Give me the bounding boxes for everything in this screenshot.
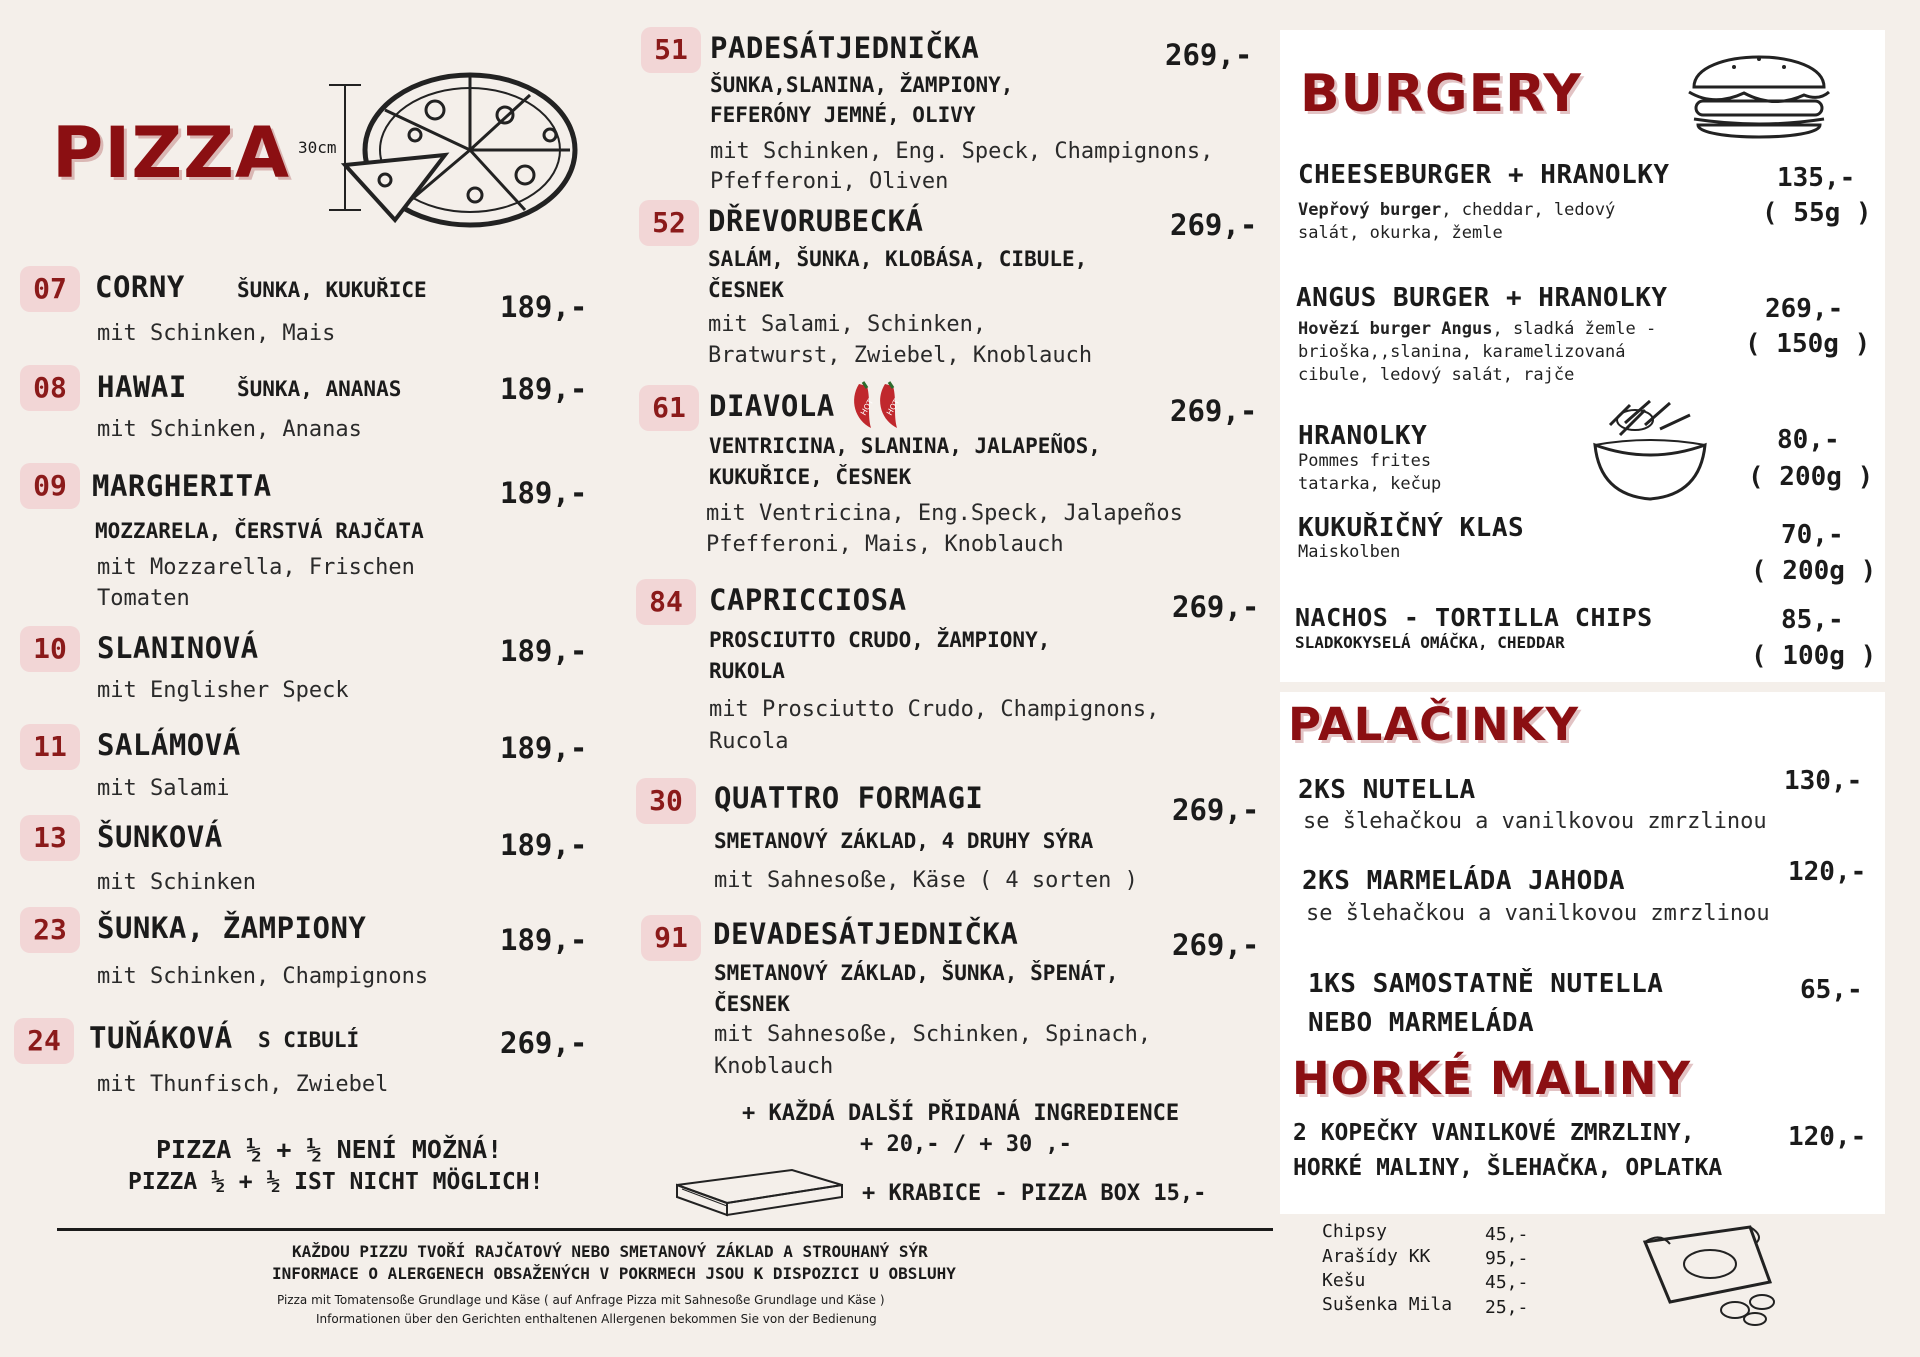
extra-ingredient-note: + KAŽDÁ DALŠÍ PŘIDANÁ INGREDIENCE [742, 1101, 1180, 1126]
pizza-title: PIZZA [52, 112, 291, 194]
fries-bowl-icon [1590, 395, 1710, 505]
maliny-desc-2: HORKÉ MALINY, ŠLEHAČKA, OPLATKA [1293, 1155, 1723, 1181]
pizza-item-german: mit Englisher Speck [97, 678, 349, 703]
pizza-item-ingredients: RUKOLA [709, 659, 785, 683]
pizza-number-badge: 30 [636, 778, 696, 824]
pizza-item-german: Bratwurst, Zwiebel, Knoblauch [708, 343, 1093, 368]
pizza-item-name: CAPRICCIOSA [709, 583, 907, 617]
pizza-number-badge: 24 [14, 1018, 74, 1064]
pizza-item-ingredients: SALÁM, ŠUNKA, KLOBÁSA, CIBULE, [708, 247, 1088, 271]
pizza-number-badge: 10 [20, 626, 80, 672]
maliny-title: HORKÉ MALINY [1292, 1052, 1692, 1105]
pizza-item-price: 269,- [1170, 208, 1258, 242]
chips-bag-icon [1640, 1222, 1790, 1327]
pizza-item-german: Knoblauch [714, 1054, 834, 1079]
pizza-item-german: Pfefferoni, Mais, Knoblauch [706, 532, 1064, 557]
pizza-number-badge: 11 [20, 724, 80, 770]
pizza-item-german: Rucola [709, 729, 789, 754]
pizza-item-ingredients: ŠUNKA,SLANINA, ŽAMPIONY, [710, 73, 1014, 97]
maliny-price: 120,- [1788, 1122, 1867, 1152]
chili-peppers-icon [845, 380, 915, 432]
snack-name: Sušenka Mila [1322, 1294, 1453, 1315]
pizza-number-badge: 23 [20, 907, 80, 953]
snack-price: 95,- [1485, 1248, 1529, 1269]
pizza-item-price: 269,- [1172, 793, 1260, 827]
burger-item-desc-line: cibule, ledový salát, rajče [1298, 365, 1575, 385]
pizza-item-ingredients: SMETANOVÝ ZÁKLAD, ŠUNKA, ŠPENÁT, [714, 961, 1119, 985]
burger-icon [1684, 37, 1834, 147]
pizza-item-name: QUATTRO FORMAGI [714, 781, 984, 815]
burger-item-desc-bold: Vepřový burger [1298, 200, 1442, 220]
extra-ingredient-price: + 20,- / + 30 ,- [860, 1132, 1072, 1157]
pizza-item-german: mit Schinken, Mais [97, 321, 336, 346]
footer-divider [57, 1228, 1273, 1231]
burger-item-desc-line: tatarka, kečup [1298, 474, 1442, 494]
pizza-item-ingredients: S CIBULÍ [258, 1028, 360, 1052]
burger-item-desc [1298, 318, 1656, 387]
burger-item-desc-bold: Hovězí burger Angus [1298, 319, 1493, 339]
pizza-item-price: 189,- [500, 476, 588, 510]
pizza-item-name: MARGHERITA [92, 469, 272, 503]
pizza-item-ingredients: ŠUNKA, KUKUŘICE [237, 278, 427, 302]
burger-item-price: 135,- [1777, 163, 1856, 193]
pizza-item-price: 189,- [500, 923, 588, 957]
footer-line-3: Pizza mit Tomatensoße Grundlage und Käse ( auf Anfrage Pizza mit Sahnesoße Grundlage und Käse ) [277, 1293, 885, 1307]
pizza-number-badge: 07 [20, 266, 80, 312]
pizza-item-name: DIAVOLA [709, 389, 835, 423]
snack-name: Kešu [1322, 1270, 1366, 1291]
pizza-item-price: 189,- [500, 372, 588, 406]
pizza-size-label: 30cm [298, 138, 337, 157]
snack-name: Arašídy KK [1322, 1246, 1431, 1267]
pizza-item-ingredients: PROSCIUTTO CRUDO, ŽAMPIONY, [709, 628, 1051, 652]
pizza-number-badge: 84 [636, 579, 696, 625]
crepe-item-name: 2KS NUTELLA [1298, 775, 1476, 805]
pizza-item-german: mit Mozzarella, Frischen Tomaten [97, 555, 415, 611]
maliny-desc-1: 2 KOPEČKY VANILKOVÉ ZMRZLINY, [1293, 1120, 1695, 1146]
snack-name: Chipsy [1322, 1221, 1388, 1242]
burger-item-desc [1298, 199, 1615, 245]
burger-item-weight: ( 100g ) [1751, 641, 1877, 671]
burger-item-weight: ( 200g ) [1751, 556, 1877, 586]
burger-item-desc-rest: , sladká žemle - [1492, 319, 1657, 339]
crepe-item-name: 2KS MARMELÁDA JAHODA [1302, 866, 1626, 896]
burger-item-name: KUKUŘIČNÝ KLAS [1298, 513, 1525, 543]
burger-item-name: NACHOS - TORTILLA CHIPS [1295, 603, 1653, 632]
pizza-item-name: SLANINOVÁ [97, 631, 259, 665]
pizza-item-german: mit Schinken, Champignons [97, 964, 429, 989]
pizza-item-ingredients: VENTRICINA, SLANINA, JALAPEÑOS, [709, 434, 1101, 458]
burger-item-desc: SLADKOKYSELÁ OMÁČKA, CHEDDAR [1295, 633, 1565, 652]
half-pizza-note-cz: PIZZA ½ + ½ NENÍ MOŽNÁ! [156, 1135, 503, 1164]
footer-line-1: KAŽDOU PIZZU TVOŘÍ RAJČATOVÝ NEBO SMETANOVÝ ZÁKLAD A STROUHANÝ SÝR [292, 1242, 928, 1261]
footer-line-4: Informationen über den Gerichten enthaltenen Allergenen bekommen Sie von der Bedienung [316, 1312, 877, 1326]
pizza-item-german: mit Thunfisch, Zwiebel [97, 1072, 389, 1097]
pizza-item-price: 269,- [1172, 928, 1260, 962]
pizza-item-price: 269,- [1172, 590, 1260, 624]
pizza-item-price: 189,- [500, 731, 588, 765]
hot-label: HOT [884, 397, 902, 417]
pizza-item-price: 269,- [500, 1026, 588, 1060]
pizza-number-badge: 09 [20, 463, 80, 509]
pizza-item-name: SALÁMOVÁ [97, 728, 241, 762]
burger-item-desc-line: brioška,,slanina, karamelizovaná [1298, 342, 1626, 362]
burger-item-weight: ( 200g ) [1748, 462, 1874, 492]
pizza-item-name: CORNY [95, 270, 185, 304]
pizza-icon [325, 55, 595, 235]
snack-price: 45,- [1485, 1224, 1529, 1245]
crepe-item-price: 130,- [1784, 766, 1863, 796]
pizza-item-price: 189,- [500, 634, 588, 668]
pizza-item-name: DEVADESÁTJEDNIČKA [713, 917, 1019, 951]
pizza-number-badge: 61 [639, 385, 699, 431]
pizza-item-ingredients: FEFERÓNY JEMNÉ, OLIVY [710, 103, 976, 127]
pizza-item-price: 189,- [500, 828, 588, 862]
snack-price: 45,- [1485, 1272, 1529, 1293]
half-pizza-note-de: PIZZA ½ + ½ IST NICHT MÖGLICH! [128, 1169, 544, 1195]
pizza-item-price: 269,- [1165, 38, 1253, 72]
pizza-number-badge: 91 [641, 915, 701, 961]
burger-item-desc-line: salát, okurka, žemle [1298, 223, 1503, 243]
hot-label: HOT [858, 397, 876, 417]
pizza-box-note: + KRABICE - PIZZA BOX 15,- [862, 1181, 1207, 1206]
palacinky-title: PALAČINKY [1288, 698, 1580, 751]
burger-item-desc: Maiskolben [1298, 542, 1401, 562]
pizza-item-german: mit Ventricina, Eng.Speck, Jalapeños [706, 501, 1183, 526]
crepe-item-name: 1KS SAMOSTATNĚ NUTELLA [1308, 969, 1664, 999]
pizza-item-price: 189,- [500, 290, 588, 324]
pizza-item-german: Pfefferoni, Oliven [710, 169, 949, 194]
burger-item-price: 269,- [1765, 294, 1844, 324]
pizza-item-german: mit Schinken, Ananas [97, 417, 362, 442]
burger-item-name: ANGUS BURGER + HRANOLKY [1296, 283, 1668, 313]
pizza-item-ingredients: ŠUNKA, ANANAS [237, 377, 402, 401]
burger-item-desc-rest: Pommes frites [1298, 451, 1432, 471]
pizza-item-german: mit Sahnesoße, Käse ( 4 sorten ) [714, 868, 1138, 893]
crepe-item-desc: se šlehačkou a vanilkovou zmrzlinou [1306, 901, 1770, 926]
burger-item-name: CHEESEBURGER + HRANOLKY [1298, 160, 1670, 190]
pizza-number-badge: 13 [20, 815, 80, 861]
pizza-item-german: mit Schinken [97, 870, 256, 895]
pizza-item-ingredients: ČESNEK [714, 992, 790, 1016]
burger-item-price: 85,- [1781, 605, 1844, 635]
footer-line-2: INFORMACE O ALERGENECH OBSAŽENÝCH V POKRMECH JSOU K DISPOZICI U OBSLUHY [272, 1264, 956, 1283]
crepe-item-desc: se šlehačkou a vanilkovou zmrzlinou [1303, 809, 1767, 834]
pizza-item-german: mit Salami, Schinken, [708, 312, 987, 337]
pizza-item-ingredients: MOZZARELA, ČERSTVÁ RAJČATA [95, 519, 424, 543]
burger-title: BURGERY [1300, 64, 1582, 124]
pizza-item-german: mit Schinken, Eng. Speck, Champignons, [710, 139, 1214, 164]
burger-item-weight: ( 55g ) [1762, 198, 1872, 228]
burger-item-price: 70,- [1781, 520, 1844, 550]
burger-item-name: HRANOLKY [1298, 421, 1428, 451]
pizza-box-icon [672, 1165, 847, 1220]
crepe-item-name-2: NEBO MARMELÁDA [1308, 1008, 1535, 1038]
burger-item-desc-rest: , cheddar, ledový [1441, 200, 1616, 220]
pizza-number-badge: 52 [639, 200, 699, 246]
pizza-item-german: mit Prosciutto Crudo, Champignons, [709, 697, 1160, 722]
pizza-item-ingredients: KUKUŘICE, ČESNEK [709, 465, 912, 489]
pizza-item-name: ŠUNKOVÁ [97, 820, 223, 854]
crepe-item-price: 65,- [1800, 975, 1863, 1005]
pizza-item-german: mit Salami [97, 776, 230, 801]
burger-item-weight: ( 150g ) [1745, 329, 1871, 359]
pizza-item-name: DŘEVORUBECKÁ [708, 204, 924, 238]
pizza-item-name: PADESÁTJEDNIČKA [710, 31, 980, 65]
pizza-item-ingredients: SMETANOVÝ ZÁKLAD, 4 DRUHY SÝRA [714, 829, 1094, 853]
pizza-number-badge: 51 [641, 27, 701, 73]
pizza-item-name: ŠUNKA, ŽAMPIONY [97, 911, 367, 945]
pizza-item-name: TUŇÁKOVÁ [89, 1021, 233, 1055]
pizza-item-ingredients: ČESNEK [708, 278, 784, 302]
burger-item-price: 80,- [1777, 425, 1840, 455]
pizza-item-german: mit Sahnesoße, Schinken, Spinach, [714, 1022, 1152, 1047]
pizza-number-badge: 08 [20, 365, 80, 411]
snack-price: 25,- [1485, 1297, 1529, 1318]
pizza-item-name: HAWAI [97, 370, 187, 404]
burger-item-desc [1298, 450, 1441, 496]
pizza-item-price: 269,- [1170, 394, 1258, 428]
crepe-item-price: 120,- [1788, 857, 1867, 887]
